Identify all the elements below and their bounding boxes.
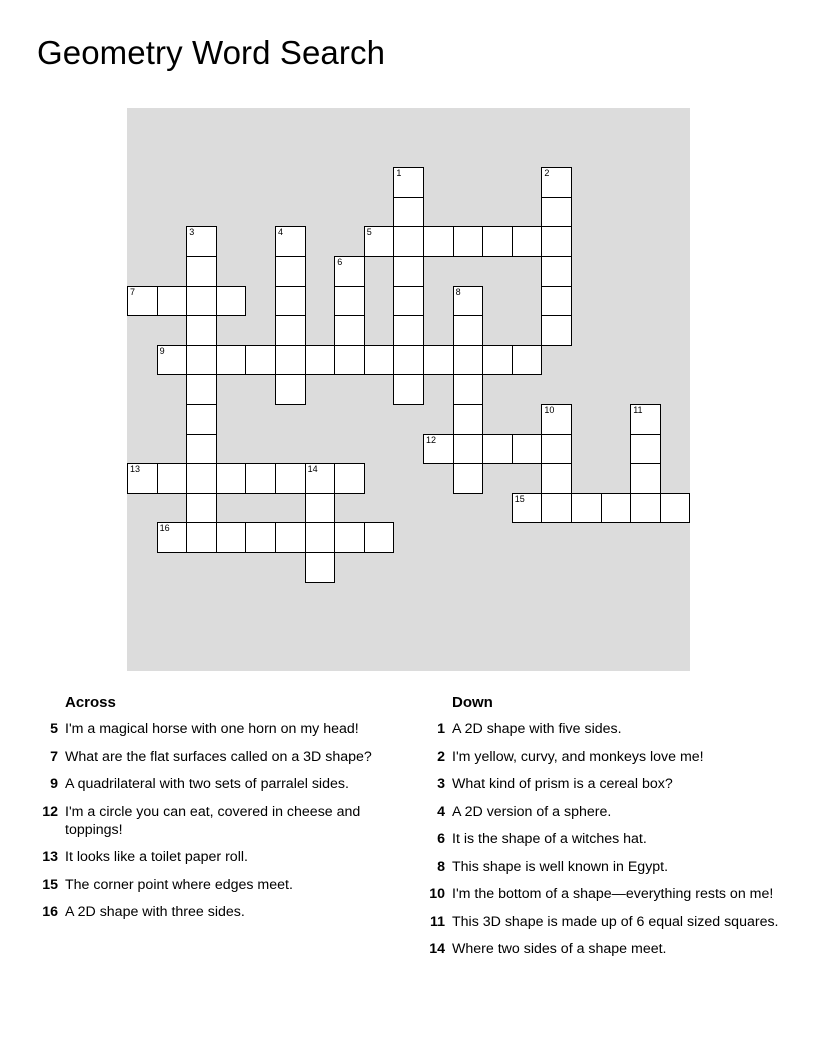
clue-number: 13	[130, 464, 141, 475]
clue-number: 2	[544, 168, 550, 179]
down-clue	[425, 858, 785, 876]
grid-cell[interactable]	[334, 286, 365, 317]
across-heading: Across	[65, 694, 116, 711]
grid-cell[interactable]	[541, 434, 572, 465]
grid-cell[interactable]	[541, 404, 572, 435]
grid-cell[interactable]	[482, 434, 513, 465]
grid-cell[interactable]	[186, 434, 217, 465]
clue-text: A 2D version of a sphere.	[452, 803, 612, 820]
grid-cell[interactable]	[453, 434, 484, 465]
grid-cell[interactable]	[630, 434, 661, 465]
grid-cell[interactable]	[393, 167, 424, 198]
grid-cell[interactable]	[541, 463, 572, 494]
clue-text: This 3D shape is made up of 6 equal sized squares.	[452, 913, 779, 930]
across-clue	[38, 775, 378, 793]
grid-cell[interactable]	[275, 315, 306, 346]
grid-cell[interactable]	[275, 226, 306, 257]
grid-cell[interactable]	[305, 493, 336, 524]
grid-cell[interactable]	[157, 463, 188, 494]
clue-text: A 2D shape with five sides.	[452, 721, 622, 737]
grid-cell[interactable]	[393, 197, 424, 228]
grid-cell[interactable]	[393, 374, 424, 405]
clue-number: 3	[437, 776, 445, 792]
grid-cell[interactable]	[512, 226, 543, 257]
grid-cell[interactable]	[541, 256, 572, 287]
grid-cell[interactable]	[541, 197, 572, 228]
grid-cell[interactable]	[186, 256, 217, 287]
across-clue	[38, 748, 378, 766]
clue-number: 8	[437, 858, 445, 875]
grid-cell[interactable]	[157, 345, 188, 376]
grid-cell[interactable]	[334, 345, 365, 376]
clue-text: I'm a circle you can eat, covered in cheese and toppings!	[65, 803, 361, 838]
across-clue	[38, 876, 378, 894]
grid-cell[interactable]	[334, 463, 365, 494]
grid-cell[interactable]	[482, 226, 513, 257]
clue-number: 6	[337, 257, 343, 267]
across-clue	[38, 720, 378, 738]
grid-cell[interactable]	[186, 493, 217, 524]
grid-cell[interactable]	[334, 256, 365, 287]
down-clue	[425, 720, 785, 738]
grid-cell[interactable]	[393, 256, 424, 287]
clue-text: I'm a magical horse with one horn on my head!	[65, 721, 359, 737]
grid-cell[interactable]	[334, 522, 365, 553]
grid-cell[interactable]	[275, 286, 306, 317]
grid-cell[interactable]	[660, 493, 691, 524]
clue-number: 6	[437, 831, 445, 847]
clue-number: 8	[455, 286, 461, 297]
grid-cell[interactable]	[541, 167, 572, 198]
grid-cell[interactable]	[216, 463, 247, 494]
grid-cell[interactable]	[157, 522, 188, 553]
grid-cell[interactable]	[630, 493, 661, 524]
grid-cell[interactable]	[453, 463, 484, 494]
clue-text: What are the flat surfaces called on a 3D shape?	[65, 748, 372, 765]
grid-cell[interactable]	[334, 315, 365, 346]
grid-cell[interactable]	[127, 463, 158, 494]
clue-number: 4	[278, 227, 284, 238]
grid-cell[interactable]	[482, 345, 513, 376]
grid-cell[interactable]	[541, 226, 572, 257]
clue-number: 10	[544, 405, 555, 415]
clue-number: 13	[42, 849, 58, 865]
clue-number: 9	[159, 345, 165, 356]
down-heading: Down	[452, 694, 493, 711]
grid-cell[interactable]	[512, 345, 543, 376]
grid-cell[interactable]	[275, 256, 306, 287]
grid-cell[interactable]	[127, 286, 158, 317]
grid-cell[interactable]	[245, 463, 276, 494]
across-clues	[38, 694, 378, 931]
grid-cell[interactable]	[186, 374, 217, 405]
down-clue	[425, 775, 785, 793]
grid-cell[interactable]	[275, 374, 306, 405]
grid-cell[interactable]	[393, 345, 424, 376]
grid-cell[interactable]	[275, 522, 306, 553]
clue-text: It is the shape of a witches hat.	[452, 831, 647, 847]
down-clue	[425, 748, 785, 766]
grid-cell[interactable]	[453, 226, 484, 257]
clue-number: 3	[189, 227, 195, 238]
clue-text: Where two sides of a shape meet.	[452, 941, 667, 957]
grid-cell[interactable]	[186, 286, 217, 317]
grid-cell[interactable]	[571, 493, 602, 524]
grid-cell[interactable]	[630, 463, 661, 494]
grid-cell[interactable]	[541, 286, 572, 317]
across-clue	[38, 903, 378, 921]
grid-cell[interactable]	[423, 434, 454, 465]
clue-number: 9	[50, 776, 58, 792]
grid-cell[interactable]	[186, 522, 217, 553]
grid-cell[interactable]	[216, 286, 247, 317]
grid-cell[interactable]	[186, 404, 217, 435]
clue-number: 1	[437, 721, 445, 737]
across-clue	[38, 803, 378, 839]
grid-cell[interactable]	[512, 493, 543, 524]
page-title: Geometry Word Search	[37, 34, 386, 71]
down-clue	[425, 830, 785, 848]
grid-cell[interactable]	[393, 286, 424, 317]
down-clue	[425, 940, 785, 958]
clue-text: A 2D shape with three sides.	[65, 904, 245, 920]
grid-cell[interactable]	[393, 315, 424, 346]
clue-text: I'm the bottom of a shape—everything rests on me!	[452, 886, 774, 902]
grid-cell[interactable]	[186, 315, 217, 346]
clue-text: This shape is well known in Egypt.	[452, 858, 669, 875]
grid-cell[interactable]	[423, 345, 454, 376]
grid-cell[interactable]	[305, 345, 336, 376]
grid-cell[interactable]	[157, 286, 188, 317]
grid-cell[interactable]	[305, 463, 336, 494]
clue-text: The corner point where edges meet.	[65, 876, 293, 893]
grid-cell[interactable]	[453, 345, 484, 376]
clue-text: It looks like a toilet paper roll.	[65, 849, 248, 865]
clue-number: 14	[429, 941, 445, 957]
down-clue	[425, 885, 785, 903]
grid-cell[interactable]	[453, 315, 484, 346]
grid-cell[interactable]	[364, 345, 395, 376]
grid-cell[interactable]	[541, 493, 572, 524]
clue-number: 4	[437, 803, 445, 820]
grid-cell[interactable]	[630, 404, 661, 435]
clue-number: 7	[50, 748, 58, 765]
clue-number: 1	[396, 168, 402, 179]
down-clue-list	[425, 720, 785, 958]
clue-number: 15	[42, 876, 58, 893]
across-clue	[38, 848, 378, 866]
grid-cell[interactable]	[186, 345, 217, 376]
grid-cell[interactable]	[601, 493, 632, 524]
across-clue-list	[38, 720, 378, 921]
grid-cell[interactable]	[245, 345, 276, 376]
crossword-grid	[127, 108, 690, 671]
clue-number: 11	[633, 405, 643, 415]
down-clue	[425, 803, 785, 821]
down-clue	[425, 913, 785, 931]
down-clues	[425, 694, 785, 968]
clue-number: 11	[430, 913, 445, 930]
grid-cell[interactable]	[393, 226, 424, 257]
grid-cell[interactable]	[216, 522, 247, 553]
clue-number: 5	[366, 227, 372, 238]
grid-cell[interactable]	[186, 226, 217, 257]
grid-cell[interactable]	[512, 434, 543, 465]
grid-cell[interactable]	[275, 463, 306, 494]
clue-number: 7	[130, 286, 136, 297]
clue-number: 16	[42, 904, 58, 920]
clue-text: What kind of prism is a cereal box?	[452, 776, 673, 792]
clue-text: I'm yellow, curvy, and monkeys love me!	[452, 748, 704, 765]
grid-cell[interactable]	[453, 374, 484, 405]
grid-cell[interactable]	[216, 345, 247, 376]
clue-number: 14	[307, 464, 318, 475]
clue-number: 12	[426, 434, 437, 445]
clue-number: 12	[42, 803, 58, 820]
grid-cell[interactable]	[364, 522, 395, 553]
grid-cell[interactable]	[453, 404, 484, 435]
clue-number: 10	[429, 886, 445, 902]
clue-number: 15	[514, 493, 525, 504]
grid-cell[interactable]	[453, 286, 484, 317]
grid-cell[interactable]	[305, 552, 336, 583]
grid-cell[interactable]	[275, 345, 306, 376]
grid-cell[interactable]	[305, 522, 336, 553]
grid-cell[interactable]	[245, 522, 276, 553]
clue-number: 16	[159, 523, 170, 534]
grid-cell[interactable]	[186, 463, 217, 494]
clue-text: A quadrilateral with two sets of parralel sides.	[65, 776, 349, 792]
clue-number: 5	[50, 721, 58, 737]
clue-number: 2	[437, 748, 445, 765]
grid-cell[interactable]	[541, 315, 572, 346]
grid-cell[interactable]	[364, 226, 395, 257]
grid-cell[interactable]	[423, 226, 454, 257]
